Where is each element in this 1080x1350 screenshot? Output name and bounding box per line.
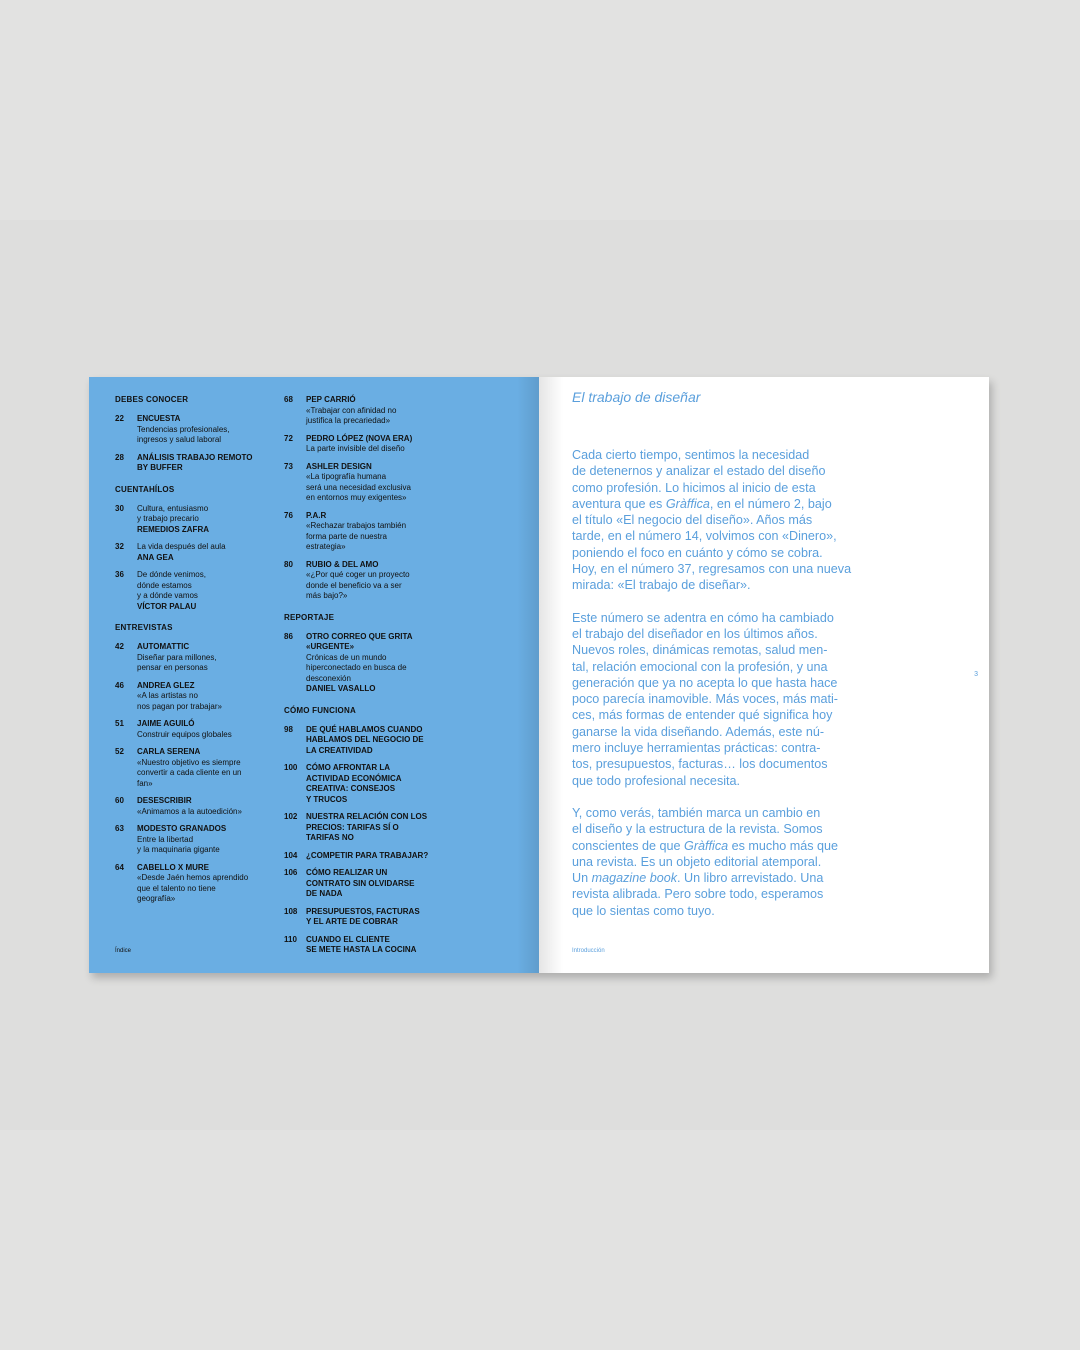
intro-run: es mucho más que una revista. Es un objeto editorial atemporal. Un [572, 838, 839, 886]
index-entry-subtitle: «A las artistas no nos pagan por trabajar» [137, 691, 222, 711]
index-page-number: 60 [115, 796, 124, 805]
index-page-number: 86 [284, 631, 293, 641]
index-entry-body [137, 642, 275, 674]
index-entry-title: ANDREA GLEZ [137, 680, 195, 690]
intro-run: , en el número 2, bajo el título «El negocio del diseño». Años más tarde, en el número 14, volvimos con «Dinero», poniendo el foco en cuánto y cómo se cobra. Hoy, en el número 37, regresamos con una nueva mirada: «El trabajo de diseñar». [572, 496, 852, 593]
index-entry [115, 681, 275, 713]
index-page-number: 64 [115, 862, 124, 872]
index-page-number: 32 [115, 542, 124, 551]
index-entry [115, 747, 275, 789]
index-entry-title: P.A.R [306, 510, 327, 520]
index-entry-subtitle: La vida después del aula [137, 542, 226, 551]
index-entry [284, 395, 444, 427]
index-entry-body [306, 511, 444, 553]
intro-run: Cada cierto tiempo, sentimos la necesidad de detenernos y analizar el estado del diseño como profesión. Lo hicimos al inicio de esta aventura que es [572, 448, 826, 511]
index-entry [115, 796, 275, 817]
index-page [89, 377, 539, 973]
index-page-number: 68 [284, 395, 293, 404]
intro-run: Y, como verás, también marca un cambio en el diseño y la estructura de la revista. Somos conscientes de que [572, 805, 823, 853]
index-entry-title: CÓMO AFRONTAR LA ACTIVIDAD ECONÓMICA CREATIVA: CONSEJOS Y TRUCOS [306, 763, 402, 804]
index-entry-body [137, 542, 275, 563]
index-entry-subtitle: Construir equipos globales [137, 729, 232, 739]
index-page-number: 106 [284, 868, 298, 877]
index-entry-title: ¿COMPETIR PARA TRABAJAR? [306, 850, 429, 860]
index-entry-subtitle: Diseñar para millones, pensar en personas [137, 652, 217, 672]
index-entry-subtitle: «Nuestro objetivo es siempre convertir a cada cliente en un fan» [137, 757, 242, 788]
index-entry [284, 560, 444, 602]
index-page-number: 100 [284, 763, 298, 772]
index-entry-title: OTRO CORREO QUE GRITA «URGENTE» [306, 631, 413, 651]
index-entry-body [137, 719, 275, 740]
index-page-number: 80 [284, 559, 293, 569]
page-number: 3 [974, 671, 978, 678]
index-entry-subtitle: Cultura, entusiasmo y trabajo precario [137, 503, 209, 523]
index-entry-subtitle: «Desde Jaén hemos aprendido que el talento no tiene geografía» [137, 873, 249, 903]
index-entry-body [137, 747, 275, 789]
index-entry-body [306, 907, 444, 928]
index-page-number: 104 [284, 850, 298, 860]
index-entry-title: DESESCRIBIR [137, 796, 192, 805]
index-column-2 [284, 395, 444, 967]
index-entry-title: ANÁLISIS TRABAJO REMOTO BY BUFFER [137, 452, 253, 472]
index-entry-body [306, 935, 444, 956]
index-page-number: 51 [115, 719, 124, 728]
index-entry [284, 511, 444, 553]
index-section-heading: DEBES CONOCER [115, 395, 189, 404]
index-entry [284, 632, 444, 695]
index-entry-subtitle: Entre la libertad y la maquinaria gigante [137, 834, 220, 854]
intro-text [572, 447, 870, 935]
index-page-number: 30 [115, 503, 124, 513]
index-entry-subtitle: «Trabajar con afinidad no justifica la precariedad» [306, 405, 397, 425]
index-entry-author: REMEDIOS ZAFRA [137, 524, 209, 534]
index-page-number: 76 [284, 510, 293, 520]
index-entry-body [306, 851, 444, 862]
index-entry-body [306, 763, 444, 805]
index-page-number: 46 [115, 680, 124, 690]
index-entry-body [137, 570, 275, 612]
intro-italic-run: Gràffica [665, 496, 710, 511]
index-entry-title: CARLA SERENA [137, 747, 201, 756]
index-entry-subtitle: «Rechazar trabajos también forma parte de nuestra estrategia» [306, 521, 407, 551]
index-page-number: 73 [284, 461, 293, 471]
magazine-spread [89, 377, 989, 973]
index-page-number: 63 [115, 824, 124, 833]
index-entry-subtitle: Tendencias profesionales, ingresos y salud laboral [137, 424, 230, 444]
index-section-heading: CÓMO FUNCIONA [284, 705, 356, 715]
section-spacer [115, 912, 275, 916]
index-entry [115, 504, 275, 536]
index-entry-title: ENCUESTA [137, 414, 181, 423]
index-entry-subtitle: De dónde venimos, dónde estamos y a dónde vamos [137, 570, 206, 600]
index-entry [284, 868, 444, 900]
intro-paragraph [572, 447, 870, 594]
index-entry-body [306, 868, 444, 900]
index-entry [115, 863, 275, 905]
index-entry [284, 725, 444, 757]
index-entry-author: DANIEL VASALLO [306, 684, 376, 693]
index-entry-body [306, 462, 444, 504]
index-entry-subtitle: «Animamos a la autoedición» [137, 806, 242, 816]
index-entry [115, 542, 275, 563]
index-page-number: 72 [284, 433, 293, 443]
intro-page [539, 377, 989, 973]
index-entry [284, 907, 444, 928]
background-lower [0, 1130, 1080, 1350]
index-entry-body [306, 632, 444, 695]
index-entry-author: ANA GEA [137, 552, 174, 562]
index-entry [284, 851, 444, 862]
index-entry-title: PRESUPUESTOS, FACTURAS Y EL ARTE DE COBRAR [306, 906, 420, 926]
intro-paragraph [572, 610, 870, 789]
index-section-heading: REPORTAJE [284, 612, 335, 622]
index-page-number: 36 [115, 570, 124, 579]
index-entry [284, 462, 444, 504]
index-entry [115, 719, 275, 740]
index-entry-title: JAIME AGUILÓ [137, 719, 195, 728]
index-entry-body [137, 796, 275, 817]
section-spacer [284, 963, 444, 967]
index-entry-subtitle: «¿Por qué coger un proyecto donde el beneficio va a ser más bajo?» [306, 570, 410, 600]
index-entry-title: PEP CARRIÓ [306, 395, 356, 404]
index-entry [115, 570, 275, 612]
index-section-heading: CUENTAHÍLOS [115, 484, 175, 494]
index-entry-body [306, 725, 444, 757]
index-folio: Índice [115, 948, 132, 954]
index-entry-author: VÍCTOR PALAU [137, 601, 197, 611]
index-page-number: 22 [115, 414, 124, 423]
index-entry-body [306, 434, 444, 455]
index-entry-title: CÓMO REALIZAR UN CONTRATO SIN OLVIDARSE DE NADA [306, 868, 415, 898]
index-entry-title: PEDRO LÓPEZ (NOVA ERA) [306, 433, 413, 443]
index-section-heading: ENTREVISTAS [115, 623, 173, 632]
index-page-number: 108 [284, 906, 298, 916]
index-page-number: 110 [284, 934, 297, 944]
intro-run: Este número se adentra en cómo ha cambiado el trabajo del diseñador en los últimos años. Nuevos roles, dinámicas remotas, salud men- tal, relación emocional con la profesión, y una generación que ya no acepta lo que hasta hace poco parecía inamovible. Más voces, más mati- ces, más formas de entender qué significa hoy ganarse la vida diseñando. Además, este nú- mero incluye herramientas prácticas: contra- tos, presupuestos, facturas… los documentos que todo profesional necesita. [572, 610, 838, 788]
index-entry [115, 642, 275, 674]
index-entry-title: MODESTO GRANADOS [137, 824, 227, 833]
index-entry-subtitle: Crónicas de un mundo hiperconectado en busca de desconexión [306, 652, 407, 683]
intro-italic-run: Gràffica [684, 838, 729, 853]
intro-paragraph [572, 805, 870, 919]
index-entry-body [137, 504, 275, 536]
index-page-number: 28 [115, 452, 124, 462]
index-column-1 [115, 395, 275, 916]
index-entry-title: CUANDO EL CLIENTE SE METE HASTA LA COCINA [306, 934, 417, 954]
index-entry-title: NUESTRA RELACIÓN CON LOS PRECIOS: TARIFAS SÍ O TARIFAS NO [306, 812, 428, 842]
index-entry [284, 812, 444, 844]
index-entry [284, 434, 444, 455]
index-entry [115, 453, 275, 474]
index-page-number: 52 [115, 747, 124, 756]
index-entry-body [137, 863, 275, 905]
index-entry-title: AUTOMATTIC [137, 642, 190, 651]
index-entry-body [137, 453, 275, 474]
index-entry-body [306, 560, 444, 602]
index-entry-subtitle: «La tipografía humana será una necesidad exclusiva en entornos muy exigentes» [306, 472, 411, 502]
intro-run: . Un libro arrevistado. Una revista alibrada. Pero sobre todo, esperamos que lo sientas como tuyo. [572, 871, 824, 918]
index-entry [284, 763, 444, 805]
index-entry [284, 935, 444, 956]
intro-title: El trabajo de diseñar [572, 389, 701, 405]
index-entry-subtitle: La parte invisible del diseño [306, 444, 405, 453]
intro-italic-run: magazine book [591, 871, 678, 886]
index-entry-body [306, 395, 444, 427]
background-upper [0, 0, 1080, 220]
index-entry [115, 414, 275, 446]
index-entry-body [137, 681, 275, 713]
index-entry-title: DE QUÉ HABLAMOS CUANDO HABLAMOS DEL NEGOCIO DE LA CREATIVIDAD [306, 724, 424, 755]
index-page-number: 102 [284, 812, 298, 821]
index-entry-body [306, 812, 444, 844]
index-entry-title: ASHLER DESIGN [306, 461, 372, 471]
index-entry [115, 824, 275, 856]
index-page-number: 98 [284, 724, 293, 734]
index-entry-body [137, 414, 275, 446]
index-entry-title: RUBIO & DEL AMO [306, 559, 379, 569]
index-page-number: 42 [115, 642, 124, 651]
index-entry-body [137, 824, 275, 856]
intro-folio: Introducción [572, 948, 605, 954]
index-entry-title: CABELLO X MURE [137, 862, 209, 872]
